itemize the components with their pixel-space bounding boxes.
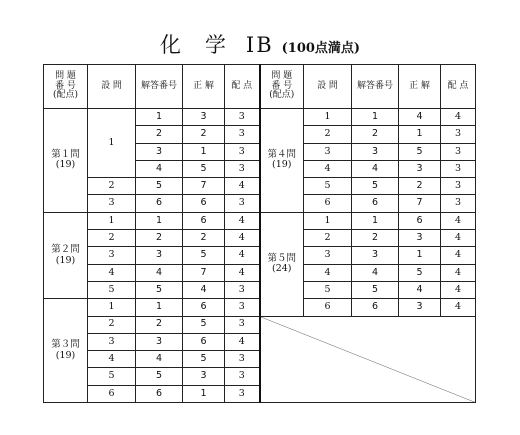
question-points: (19) bbox=[55, 349, 76, 361]
setsumon-cell: 1 bbox=[88, 109, 136, 178]
diagonal-line bbox=[261, 317, 476, 402]
haiten-cell: 4 bbox=[225, 264, 260, 281]
haiten-cell: 4 bbox=[225, 247, 260, 264]
question-points: (24) bbox=[271, 263, 292, 275]
seikai-cell: 7 bbox=[183, 264, 225, 281]
kaito-cell: 4 bbox=[136, 351, 183, 368]
kaito-cell: 6 bbox=[352, 299, 399, 316]
kaito-cell: 5 bbox=[136, 178, 183, 195]
setsumon-cell: 3 bbox=[88, 195, 136, 212]
kaito-cell: 1 bbox=[136, 109, 183, 126]
seikai-cell: 6 bbox=[399, 212, 441, 229]
setsumon-cell: 5 bbox=[304, 281, 352, 298]
title-char-1: 化 bbox=[159, 33, 183, 57]
haiten-cell: 3 bbox=[225, 143, 260, 160]
empty-diagonal-cell bbox=[260, 316, 476, 402]
seikai-cell: 1 bbox=[399, 247, 441, 264]
haiten-cell: 3 bbox=[225, 160, 260, 177]
seikai-cell: 4 bbox=[183, 281, 225, 298]
question-name: 第１問 bbox=[51, 148, 80, 160]
haiten-cell: 3 bbox=[225, 351, 260, 368]
seikai-cell: 5 bbox=[183, 316, 225, 333]
seikai-cell: 2 bbox=[183, 230, 225, 247]
haiten-cell: 3 bbox=[441, 195, 476, 212]
page-title bbox=[160, 29, 360, 59]
question-points: (19) bbox=[55, 159, 76, 171]
seikai-cell: 7 bbox=[183, 178, 225, 195]
question-name: 第５問 bbox=[267, 252, 296, 264]
haiten-cell: 4 bbox=[225, 212, 260, 229]
setsumon-cell: 1 bbox=[304, 109, 352, 126]
seikai-cell: 5 bbox=[183, 160, 225, 177]
seikai-cell: 3 bbox=[399, 230, 441, 247]
seikai-cell: 1 bbox=[399, 126, 441, 143]
setsumon-cell: 6 bbox=[304, 299, 352, 316]
question-name: 第３問 bbox=[51, 339, 80, 351]
haiten-cell: 4 bbox=[225, 178, 260, 195]
header-haiten-right: 配 点 bbox=[441, 65, 476, 109]
seikai-cell: 6 bbox=[183, 212, 225, 229]
setsumon-cell: 4 bbox=[88, 351, 136, 368]
kaito-cell: 6 bbox=[136, 385, 183, 402]
title-char-2: 学 bbox=[204, 33, 228, 57]
haiten-cell: 3 bbox=[225, 368, 260, 385]
haiten-cell: 3 bbox=[225, 109, 260, 126]
seikai-cell: 6 bbox=[183, 195, 225, 212]
header-seikai-right: 正 解 bbox=[399, 65, 441, 109]
kaito-cell: 2 bbox=[136, 230, 183, 247]
kaito-cell: 1 bbox=[136, 212, 183, 229]
question-group-left bbox=[44, 212, 88, 298]
question-group-left bbox=[44, 299, 88, 403]
header-mondai-right: 問 題 番 号 (配点) bbox=[260, 65, 304, 109]
seikai-cell: 3 bbox=[183, 109, 225, 126]
setsumon-cell: 2 bbox=[304, 230, 352, 247]
setsumon-cell: 2 bbox=[88, 178, 136, 195]
seikai-cell: 4 bbox=[399, 281, 441, 298]
haiten-cell: 4 bbox=[441, 109, 476, 126]
kaito-cell: 4 bbox=[136, 160, 183, 177]
question-name: 第４問 bbox=[267, 148, 296, 160]
haiten-cell: 3 bbox=[441, 178, 476, 195]
haiten-cell: 3 bbox=[225, 281, 260, 298]
haiten-cell: 4 bbox=[441, 230, 476, 247]
header-kaito-left: 解答番号 bbox=[136, 65, 183, 109]
kaito-cell: 3 bbox=[136, 247, 183, 264]
table-row bbox=[44, 109, 476, 126]
answer-table bbox=[43, 64, 476, 403]
question-group-right bbox=[260, 212, 304, 316]
header-seikai-left: 正 解 bbox=[183, 65, 225, 109]
kaito-cell: 3 bbox=[136, 143, 183, 160]
table-row bbox=[44, 212, 476, 229]
seikai-cell: 6 bbox=[183, 333, 225, 350]
haiten-cell: 4 bbox=[441, 212, 476, 229]
haiten-cell: 3 bbox=[225, 299, 260, 316]
question-group-right bbox=[260, 109, 304, 213]
kaito-cell: 2 bbox=[136, 316, 183, 333]
kaito-cell: 2 bbox=[352, 230, 399, 247]
haiten-cell: 3 bbox=[441, 160, 476, 177]
seikai-cell: 7 bbox=[399, 195, 441, 212]
kaito-cell: 5 bbox=[136, 368, 183, 385]
kaito-cell: 6 bbox=[352, 195, 399, 212]
question-name: 第２問 bbox=[51, 244, 80, 256]
haiten-cell: 3 bbox=[225, 316, 260, 333]
kaito-cell: 3 bbox=[136, 333, 183, 350]
seikai-cell: 2 bbox=[183, 126, 225, 143]
setsumon-cell: 1 bbox=[88, 299, 136, 316]
header-haiten-left: 配 点 bbox=[225, 65, 260, 109]
setsumon-cell: 2 bbox=[304, 126, 352, 143]
haiten-cell: 4 bbox=[225, 230, 260, 247]
seikai-cell: 6 bbox=[183, 299, 225, 316]
header-kaito-right: 解答番号 bbox=[352, 65, 399, 109]
title-subject: ⅠB bbox=[245, 33, 274, 57]
setsumon-cell: 1 bbox=[88, 212, 136, 229]
kaito-cell: 5 bbox=[352, 178, 399, 195]
haiten-cell: 3 bbox=[441, 143, 476, 160]
seikai-cell: 3 bbox=[399, 299, 441, 316]
setsumon-cell: 3 bbox=[88, 247, 136, 264]
kaito-cell: 4 bbox=[352, 264, 399, 281]
setsumon-cell: 1 bbox=[304, 212, 352, 229]
seikai-cell: 3 bbox=[399, 160, 441, 177]
haiten-cell: 4 bbox=[441, 264, 476, 281]
header-setsumon-right: 設 問 bbox=[304, 65, 352, 109]
setsumon-cell: 3 bbox=[304, 143, 352, 160]
kaito-cell: 4 bbox=[136, 264, 183, 281]
haiten-cell: 3 bbox=[225, 195, 260, 212]
setsumon-cell: 2 bbox=[88, 230, 136, 247]
seikai-cell: 3 bbox=[183, 368, 225, 385]
kaito-cell: 2 bbox=[352, 126, 399, 143]
question-group-left bbox=[44, 109, 88, 213]
kaito-cell: 1 bbox=[352, 109, 399, 126]
kaito-cell: 1 bbox=[352, 212, 399, 229]
setsumon-cell: 3 bbox=[88, 333, 136, 350]
seikai-cell: 5 bbox=[183, 247, 225, 264]
kaito-cell: 1 bbox=[136, 299, 183, 316]
seikai-cell: 5 bbox=[399, 264, 441, 281]
setsumon-cell: 4 bbox=[88, 264, 136, 281]
title-bar bbox=[0, 29, 520, 59]
question-points: (19) bbox=[271, 159, 292, 171]
header-setsumon-left: 設 問 bbox=[88, 65, 136, 109]
kaito-cell: 4 bbox=[352, 160, 399, 177]
setsumon-cell: 6 bbox=[88, 385, 136, 402]
kaito-cell: 3 bbox=[352, 143, 399, 160]
kaito-cell: 5 bbox=[352, 281, 399, 298]
question-points: (19) bbox=[55, 254, 76, 266]
haiten-cell: 3 bbox=[225, 126, 260, 143]
haiten-cell: 4 bbox=[441, 247, 476, 264]
title-note: (100点満点) bbox=[281, 41, 361, 56]
haiten-cell: 4 bbox=[441, 281, 476, 298]
seikai-cell: 5 bbox=[399, 143, 441, 160]
haiten-cell: 3 bbox=[225, 385, 260, 402]
seikai-cell: 1 bbox=[183, 143, 225, 160]
header-row bbox=[44, 65, 476, 109]
kaito-cell: 3 bbox=[352, 247, 399, 264]
kaito-cell: 2 bbox=[136, 126, 183, 143]
header-mondai-left: 問 題 番 号 (配点) bbox=[44, 65, 88, 109]
haiten-cell: 4 bbox=[441, 299, 476, 316]
seikai-cell: 4 bbox=[399, 109, 441, 126]
haiten-cell: 4 bbox=[225, 333, 260, 350]
answer-table-body bbox=[44, 109, 476, 403]
setsumon-cell: 6 bbox=[304, 195, 352, 212]
table-row bbox=[44, 316, 476, 333]
kaito-cell: 5 bbox=[136, 281, 183, 298]
seikai-cell: 2 bbox=[399, 178, 441, 195]
setsumon-cell: 4 bbox=[304, 160, 352, 177]
haiten-cell: 3 bbox=[441, 126, 476, 143]
kaito-cell: 6 bbox=[136, 195, 183, 212]
seikai-cell: 1 bbox=[183, 385, 225, 402]
setsumon-cell: 5 bbox=[88, 281, 136, 298]
setsumon-cell: 2 bbox=[88, 316, 136, 333]
setsumon-cell: 5 bbox=[88, 368, 136, 385]
setsumon-cell: 4 bbox=[304, 264, 352, 281]
setsumon-cell: 5 bbox=[304, 178, 352, 195]
setsumon-cell: 3 bbox=[304, 247, 352, 264]
seikai-cell: 5 bbox=[183, 351, 225, 368]
